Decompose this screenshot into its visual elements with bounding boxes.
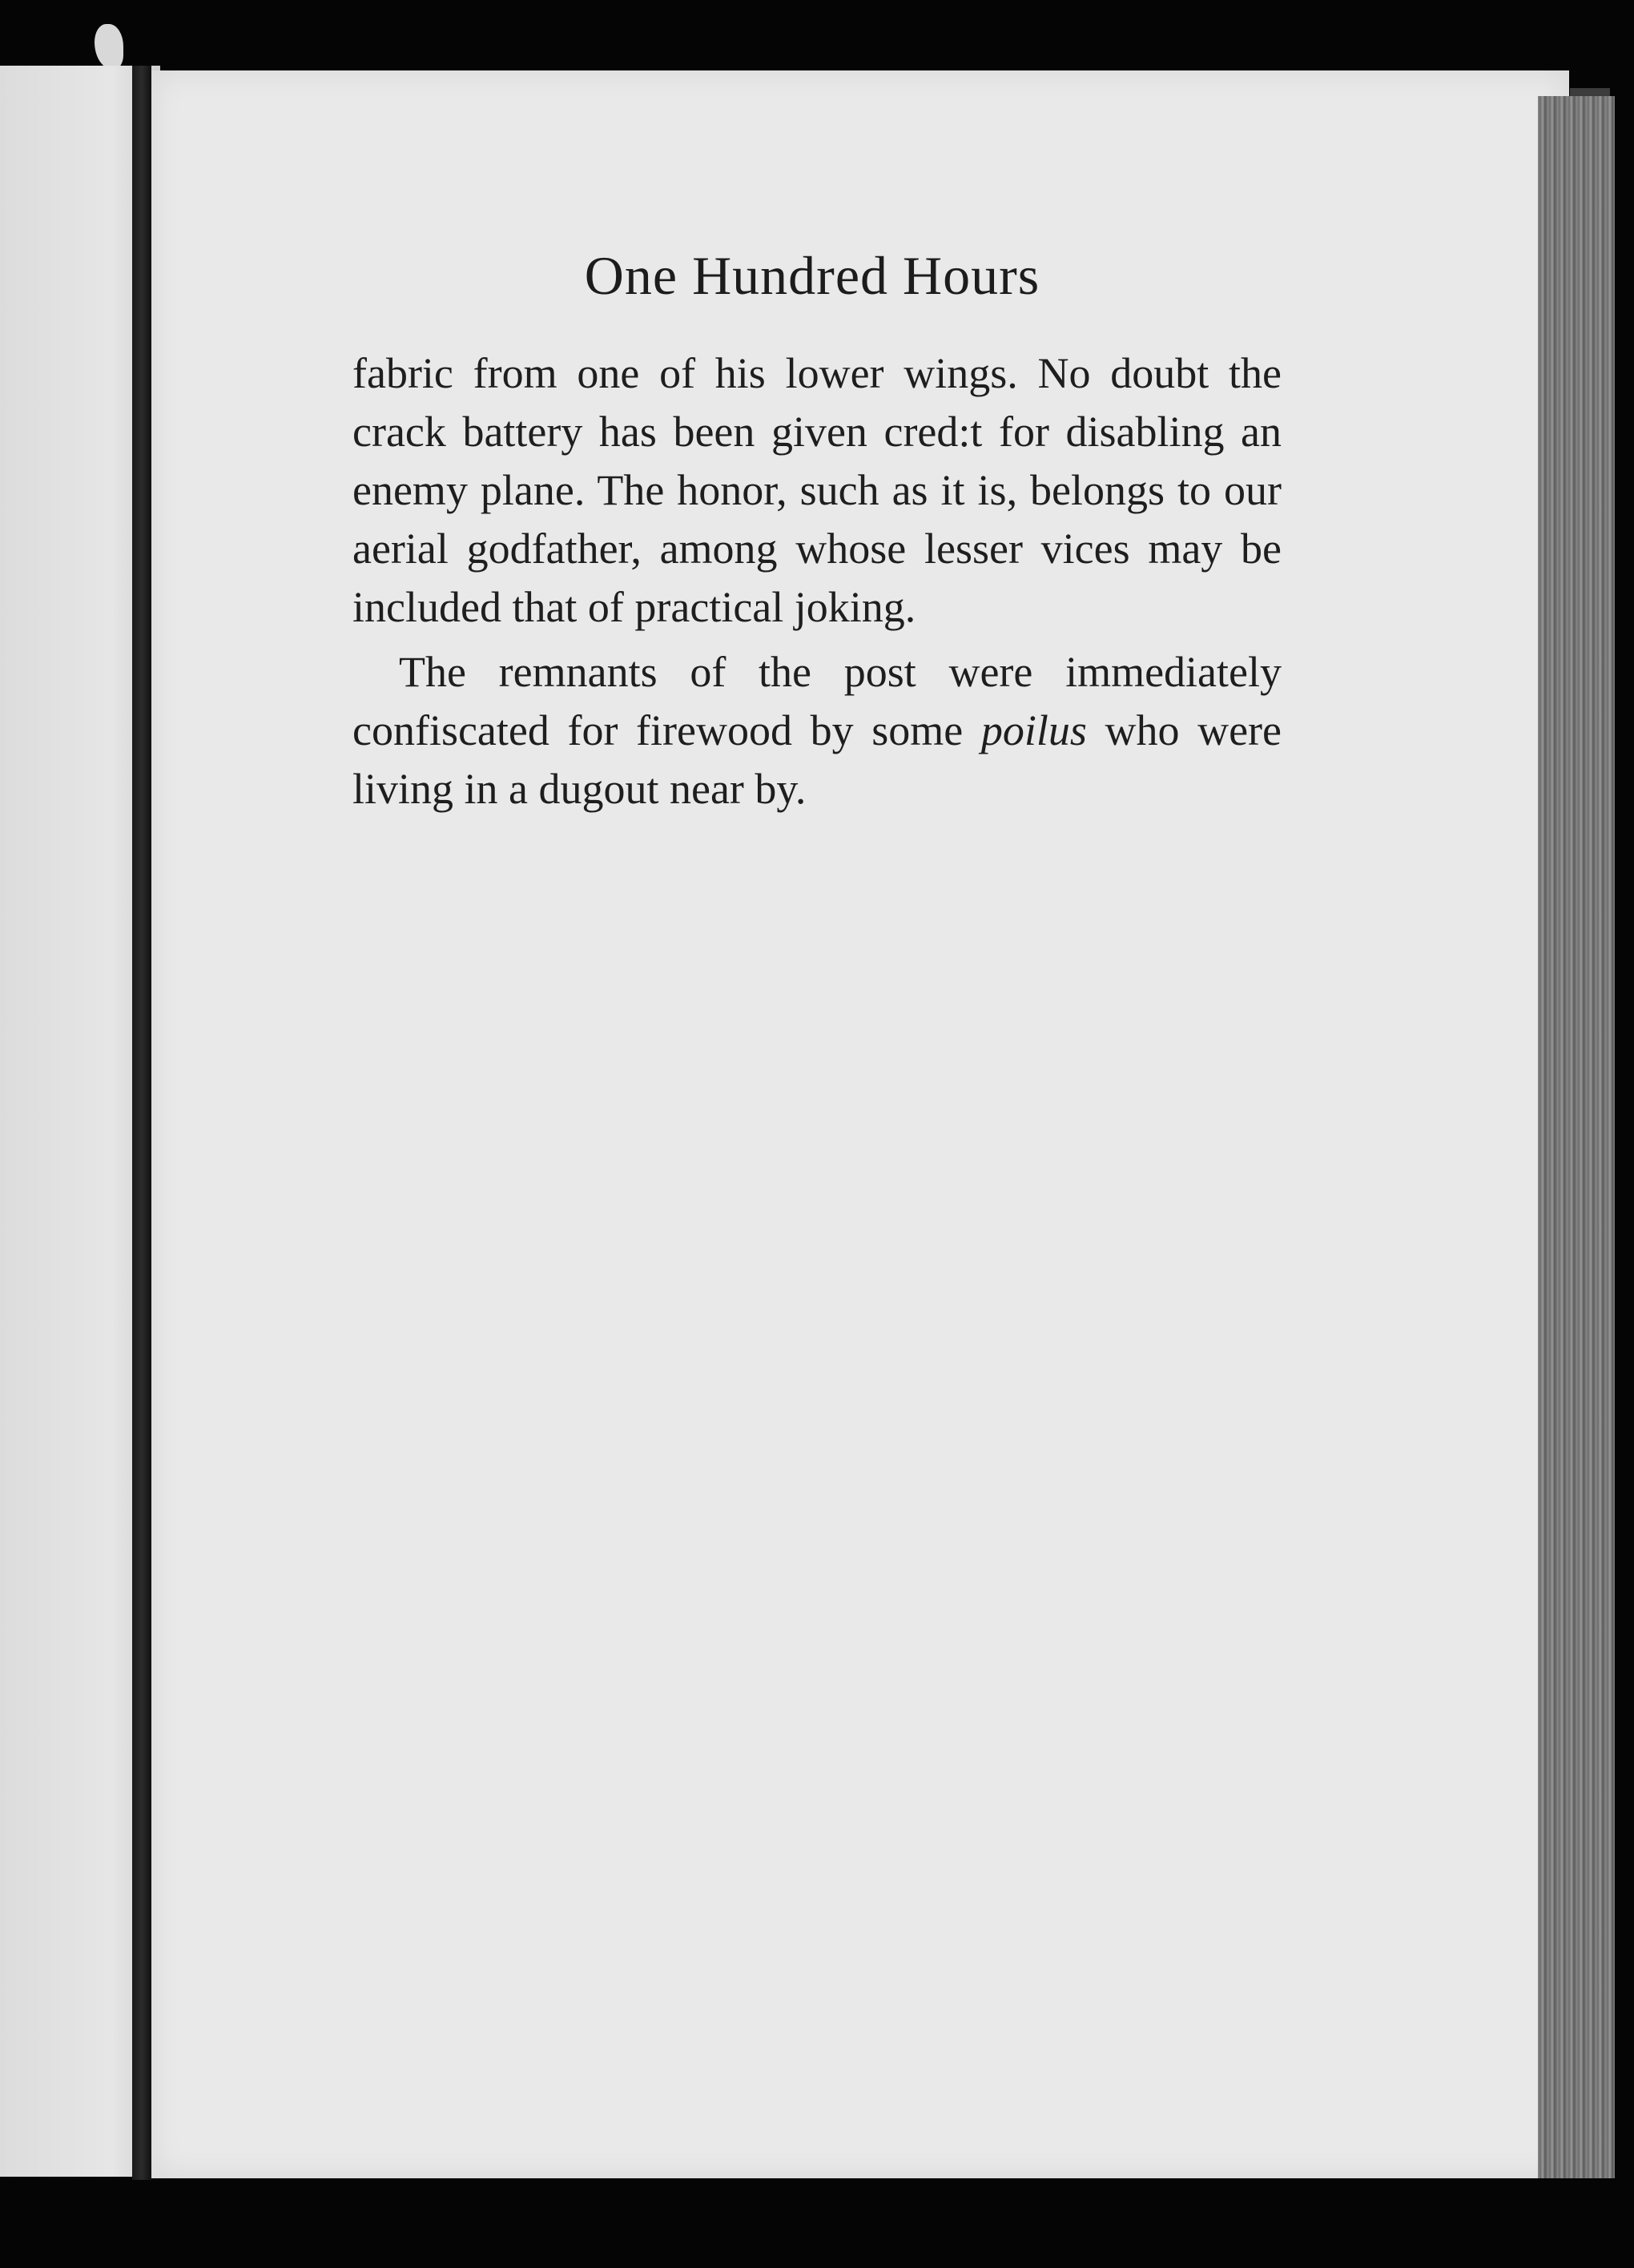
paragraph-2-start: The remnants of the post were immediately confiscated for firewood by some [352, 648, 1282, 754]
body-text [352, 344, 1282, 818]
running-head: One Hundred Hours [584, 245, 1040, 306]
page-stack-edges [1538, 96, 1615, 2178]
paragraph-2 [352, 643, 1282, 818]
paragraph-2-end: who were living in a dugout near by. [352, 706, 1282, 813]
paragraph-1: fabric from one of his lower wings. No doubt the crack battery has been given cred:t for disabling an enemy plane. The honor, such as it is, belongs to our aerial godfather, among whose lesser vices may be included that of practical joking. [352, 349, 1282, 631]
book-gutter [132, 66, 151, 2180]
italic-word: poilus [980, 706, 1087, 754]
